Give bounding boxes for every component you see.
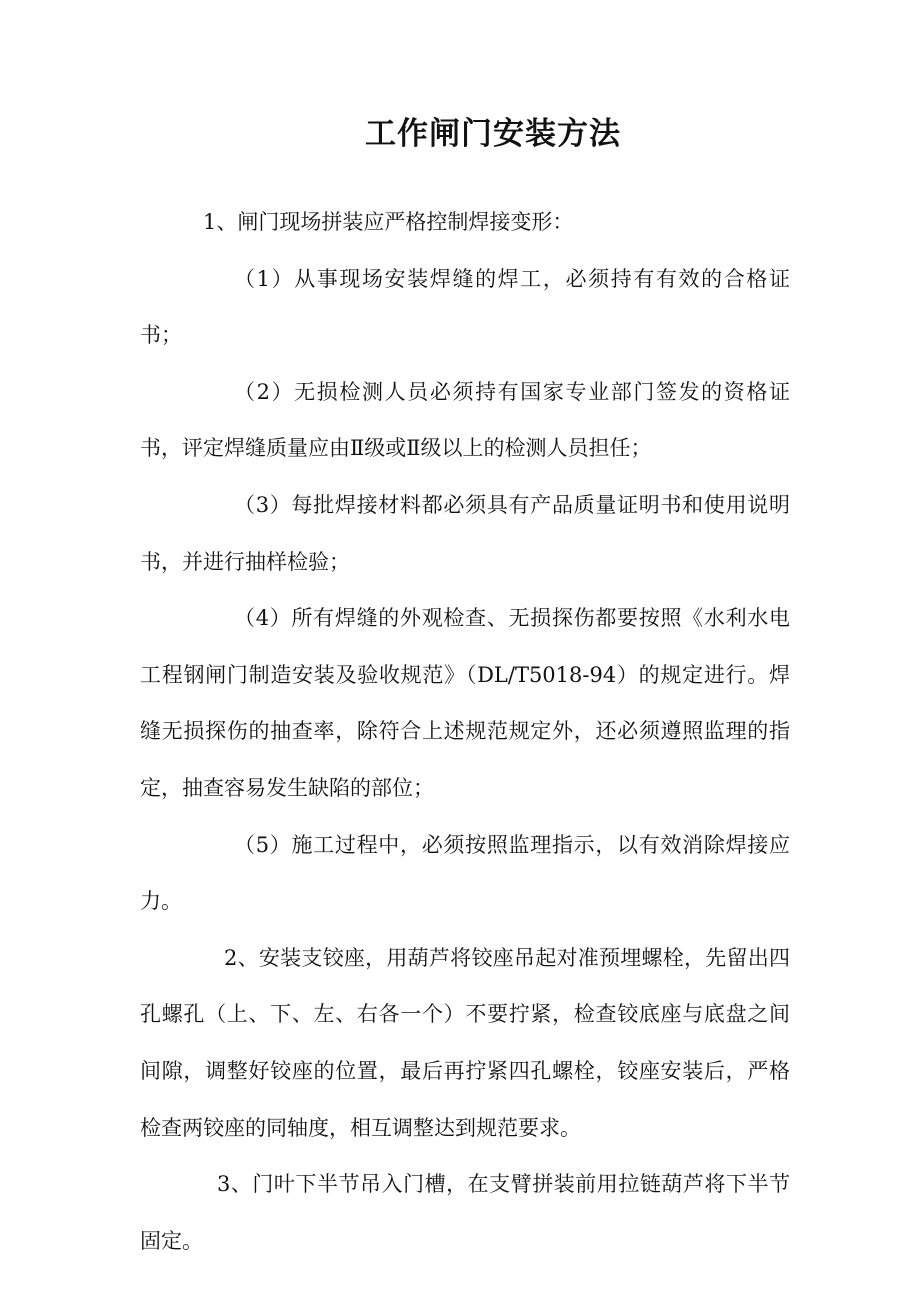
- paragraph-item-1: （1）从事现场安装焊缝的焊工，必须持有有效的合格证书；: [140, 266, 790, 348]
- paragraph-item-5: （5）施工过程中，必须按照监理指示，以有效消除焊接应力。: [140, 832, 790, 914]
- paragraph-item-2: （2）无损检测人员必须持有国家专业部门签发的资格证书，评定焊缝质量应由Ⅱ级或Ⅱ级以上的检测人员担任；: [140, 379, 790, 461]
- paragraph-item-3: （3）每批焊接材料都必须具有产品质量证明书和使用说明书，并进行抽样检验；: [140, 492, 790, 574]
- document-body: [140, 194, 790, 1269]
- document-title: 工作闸门安装方法: [365, 116, 621, 152]
- paragraph-section-2: 2、安装支铰座，用葫芦将铰座吊起对准预埋螺栓，先留出四孔螺孔（上、下、左、右各一个）不要拧紧，检查铰底座与底盘之间间隙，调整好铰座的位置，最后再拧紧四孔螺栓，铰座安装后，严格检查两铰座的同轴度，相互调整达到规范要求。: [140, 945, 790, 1140]
- paragraph-section-3: 3、门叶下半节吊入门槽，在支臂拼装前用拉链葫芦将下半节固定。: [140, 1172, 790, 1253]
- paragraph-section-1: 1、闸门现场拼装应严格控制焊接变形：: [203, 210, 574, 234]
- paragraph-item-4: （4）所有焊缝的外观检查、无损探伤都要按照《水利水电工程钢闸门制造安装及验收规范》（DL/T5018-94）的规定进行。焊缝无损探伤的抽查率，除符合上述规范规定外，还必须遵照监理的指定，抽查容易发生缺陷的部位；: [140, 606, 790, 800]
